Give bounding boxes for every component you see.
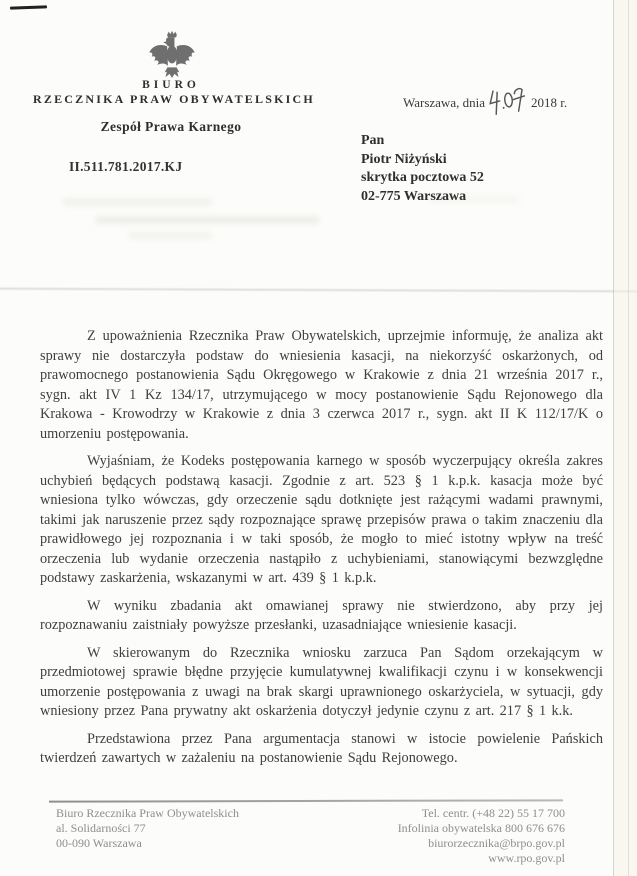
recipient-address-block	[361, 132, 484, 206]
recipient-line: skrytka pocztowa 52	[361, 170, 484, 185]
bleed-through-artifact	[128, 232, 213, 239]
recipient-line: 02-775 Warszawa	[361, 188, 467, 204]
body-paragraph: Przedstawiona przez Pana argumentacja stanowi w istocie powielenie Pańskich twierdzeń zawartych w zażaleniu na postanowienie Sądu Rejonowego.	[40, 730, 603, 766]
scan-edge-line	[613, 0, 614, 876]
body-paragraph: Z upoważnienia Rzecznika Praw Obywatelskich, uprzejmie informuję, że analiza akt sprawy nie dostarczyła podstaw do wniesienia kasacji, na niekorzyść oskarżonych, od prawomocnego postanowienia Sądu Okręgowego w Krakowie z dnia 21 września 2017 r., sygn. akt IV 1 Kz 134/17, utrzymującego w mocy postanowienie Sądu Rejonowego dla Krakowa - Krowodrzy w Krakowie z dnia 3 czerwca 2017 r., sygn. akt II K 112/17/K o umorzeniu postępowania.	[40, 328, 603, 442]
body-paragraph: Wyjaśniam, że Kodeks postępowania karnego w sposób wyczerpujący określa zakres uchybień będących podstawą kasacji. Zgodnie z art. 523 § 1 k.p.k. kasacja może być wniesiona tylko wówczas, gdy orzeczenie sądu dotknięte jest rażącymi wadami prawnymi, takimi jak naruszenie przez sądy rozpoznające sprawę przepisów prawa o takim znaczeniu dla prawidłowego jej rozpoznania i w taki sposób, że mogło to mieć istotny wpływ na treść orzeczenia lub wydanie orzeczenia nastąpiło z uchybieniami, stanowiącymi bezwzględne podstawy zaskarżenia, wskazanymi w art. 439 § 1 k.p.k.	[40, 453, 603, 586]
footer-address-line: 00-090 Warszawa	[56, 836, 142, 850]
scan-edge-line	[628, 0, 629, 876]
handwritten-date-strokes	[486, 84, 528, 118]
footer-email: biurorzecznika@brpo.gov.pl	[428, 836, 565, 850]
handwritten-date-value	[531, 84, 532, 85]
date-suffix: 2018 r.	[530, 95, 568, 110]
footer-contact-info	[300, 806, 565, 866]
office-name-line2: RZECZNIKA PRAW OBYWATELSKICH	[33, 92, 315, 106]
footer-website: www.rpo.gov.pl	[488, 851, 565, 865]
letter-body	[40, 327, 603, 777]
polish-eagle-emblem-icon	[146, 30, 198, 82]
footer-divider	[49, 799, 563, 802]
department-name: Zespół Prawa Karnego	[100, 119, 242, 134]
scan-artifact-line	[10, 5, 47, 9]
footer-phone: Tel. centr. (+48 22) 55 17 700	[421, 806, 565, 820]
body-paragraph: W skierowanym do Rzecznika wniosku zarzuca Pan Sądom orzekającym w przedmiotowej sprawie błędne przyjęcie kumulatywnej kwalifikacji czynu i w konsekwencji umorzenie postępowania z uwagi na brak skargi uprawnionego oskarżyciela, w sytuacji, gdy wniesiony przez Pana prywatny akt oskarżenia dotyczył jedynie czynu z art. 217 § 1 k.k.	[40, 644, 603, 719]
recipient-line: Piotr Niżyński	[361, 151, 447, 167]
place-and-date-line	[403, 84, 567, 118]
footer-office-address	[56, 806, 239, 851]
case-reference-number: II.511.781.2017.KJ	[69, 159, 183, 174]
body-paragraph: W wyniku zbadania akt omawianej sprawy nie stwierdzono, aby przy jej rozpoznawaniu zaistniały powyższe przesłanki, uzasadniające wniesienie kasacji.	[40, 597, 603, 633]
footer-hotline: Infolinia obywatelska 800 676 676	[397, 821, 565, 835]
letterhead-office-block	[33, 79, 315, 135]
footer-address-line: al. Solidarności 77	[56, 821, 146, 835]
office-name-line1: BIURO	[142, 79, 200, 91]
paper-fold-line	[0, 288, 637, 292]
scan-page-edge	[614, 0, 637, 876]
recipient-line: Pan	[361, 133, 385, 148]
bleed-through-artifact	[95, 216, 320, 224]
bleed-through-artifact	[62, 198, 212, 206]
date-prefix: Warszawa, dnia	[403, 95, 485, 110]
footer-address-line: Biuro Rzecznika Praw Obywatelskich	[56, 806, 239, 820]
